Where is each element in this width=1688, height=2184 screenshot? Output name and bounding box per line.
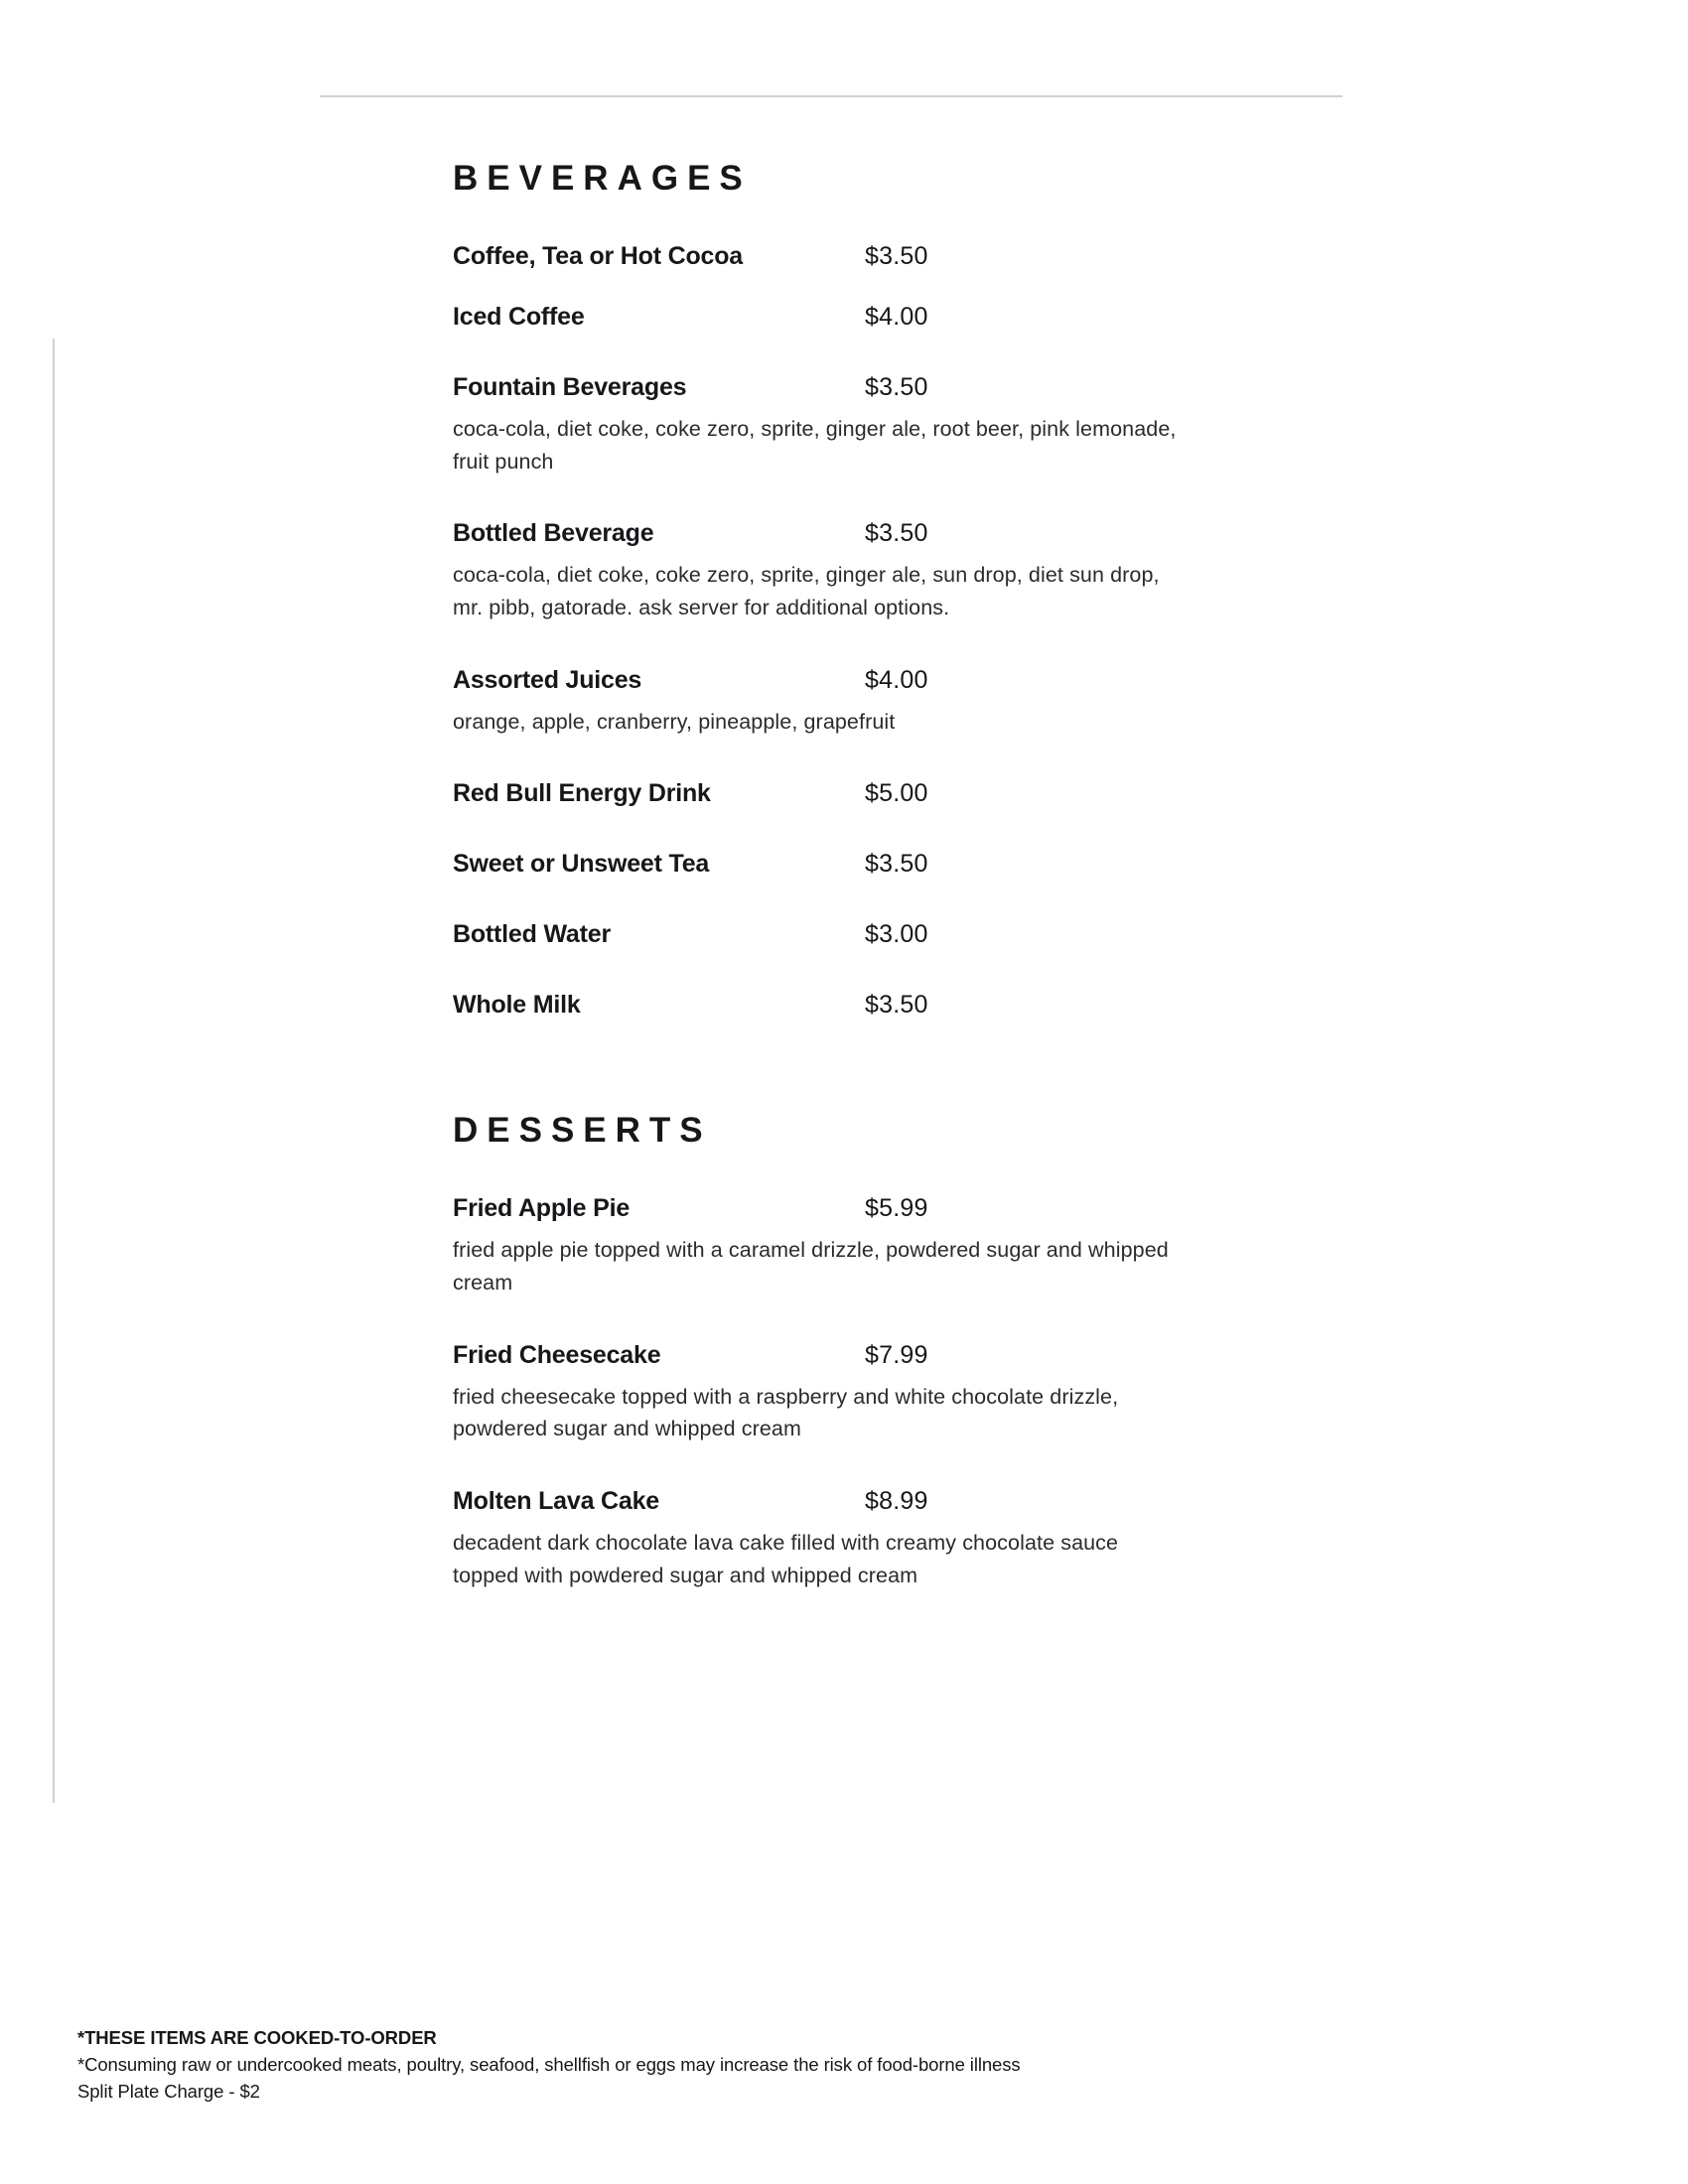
- footer-split-plate-note: Split Plate Charge - $2: [77, 2081, 260, 2102]
- menu-item-price: $5.00: [865, 779, 928, 808]
- footer-cooked-to-order-note: *THESE ITEMS ARE COOKED-TO-ORDER: [77, 2027, 437, 2048]
- menu-item: [453, 920, 1247, 949]
- menu-item-row: [453, 1341, 1247, 1370]
- left-accent-divider: [53, 339, 55, 1803]
- menu-item-name: Sweet or Unsweet Tea: [453, 850, 710, 879]
- menu-item: [453, 779, 1247, 808]
- menu-item-price: $8.99: [865, 1487, 928, 1516]
- menu-item-row: [453, 666, 1247, 695]
- menu-item-description: fried cheesecake topped with a raspberry and white chocolate drizzle, powdered sugar and whipped cream: [453, 1384, 1119, 1441]
- menu-item-row: [453, 303, 1247, 332]
- top-divider: [320, 95, 1342, 97]
- menu-item: [453, 1194, 1247, 1298]
- menu-item-row: [453, 519, 1247, 548]
- menu-item-name: Molten Lava Cake: [453, 1487, 659, 1516]
- menu-item-row: [453, 1487, 1247, 1516]
- menu-item-name: Fountain Beverages: [453, 373, 687, 401]
- menu-item: [453, 373, 1247, 478]
- menu-item-row: [453, 920, 1247, 949]
- menu-item: [453, 991, 1247, 1020]
- menu-item-row: [453, 850, 1247, 879]
- section-desserts: [453, 1111, 1247, 1591]
- menu-content: [453, 159, 1247, 1591]
- menu-item-name: Iced Coffee: [453, 303, 585, 331]
- menu-item-description: decadent dark chocolate lava cake filled with creamy chocolate sauce topped with powdered sugar and whipped cream: [453, 1531, 1119, 1587]
- menu-item-price: $3.50: [865, 991, 928, 1020]
- section-title-beverages: BEVERAGES: [453, 159, 752, 198]
- section-title-desserts: DESSERTS: [453, 1111, 712, 1151]
- menu-item-row: [453, 991, 1247, 1020]
- menu-item-name: Bottled Beverage: [453, 519, 654, 548]
- footer-consuming-raw-note: *Consuming raw or undercooked meats, poultry, seafood, shellfish or eggs may increase the risk of food-borne illness: [77, 2054, 1021, 2075]
- footer-disclaimer: [77, 2027, 1468, 2108]
- menu-item-description: coca-cola, diet coke, coke zero, sprite, ginger ale, root beer, pink lemonade, fruit punch: [453, 417, 1177, 474]
- menu-item-description: fried apple pie topped with a caramel drizzle, powdered sugar and whipped cream: [453, 1238, 1169, 1296]
- menu-item-name: Assorted Juices: [453, 665, 642, 694]
- menu-item-price: $3.50: [865, 850, 928, 879]
- menu-item: [453, 519, 1247, 623]
- menu-item-name: Fried Apple Pie: [453, 1194, 631, 1223]
- menu-item-description: coca-cola, diet coke, coke zero, sprite, ginger ale, sun drop, diet sun drop, mr. pibb, gatorade. ask server for additional options.: [453, 563, 1160, 620]
- menu-item: [453, 666, 1247, 739]
- menu-item-price: $4.00: [865, 303, 928, 331]
- menu-item-price: $3.50: [865, 373, 928, 401]
- menu-item-row: [453, 779, 1247, 808]
- menu-item-price: $7.99: [865, 1340, 928, 1369]
- menu-item-description: orange, apple, cranberry, pineapple, grapefruit: [453, 709, 896, 734]
- menu-item-name: Fried Cheesecake: [453, 1340, 661, 1369]
- menu-item-name: Red Bull Energy Drink: [453, 779, 711, 808]
- menu-item-price: $5.99: [865, 1194, 928, 1223]
- menu-item-price: $4.00: [865, 665, 928, 694]
- menu-item: [453, 1487, 1247, 1591]
- menu-item-price: $3.50: [865, 242, 928, 270]
- menu-item-row: [453, 1194, 1247, 1223]
- menu-item: [453, 1341, 1247, 1445]
- section-beverages: [453, 159, 1247, 1020]
- menu-item: [453, 242, 1247, 271]
- menu-item: [453, 303, 1247, 332]
- menu-item-price: $3.50: [865, 519, 928, 548]
- menu-item-row: [453, 242, 1247, 271]
- menu-item-name: Bottled Water: [453, 920, 611, 949]
- menu-item-name: Whole Milk: [453, 991, 581, 1020]
- menu-item-row: [453, 373, 1247, 402]
- menu-item-price: $3.00: [865, 920, 928, 949]
- menu-item-name: Coffee, Tea or Hot Cocoa: [453, 242, 743, 270]
- menu-item: [453, 850, 1247, 879]
